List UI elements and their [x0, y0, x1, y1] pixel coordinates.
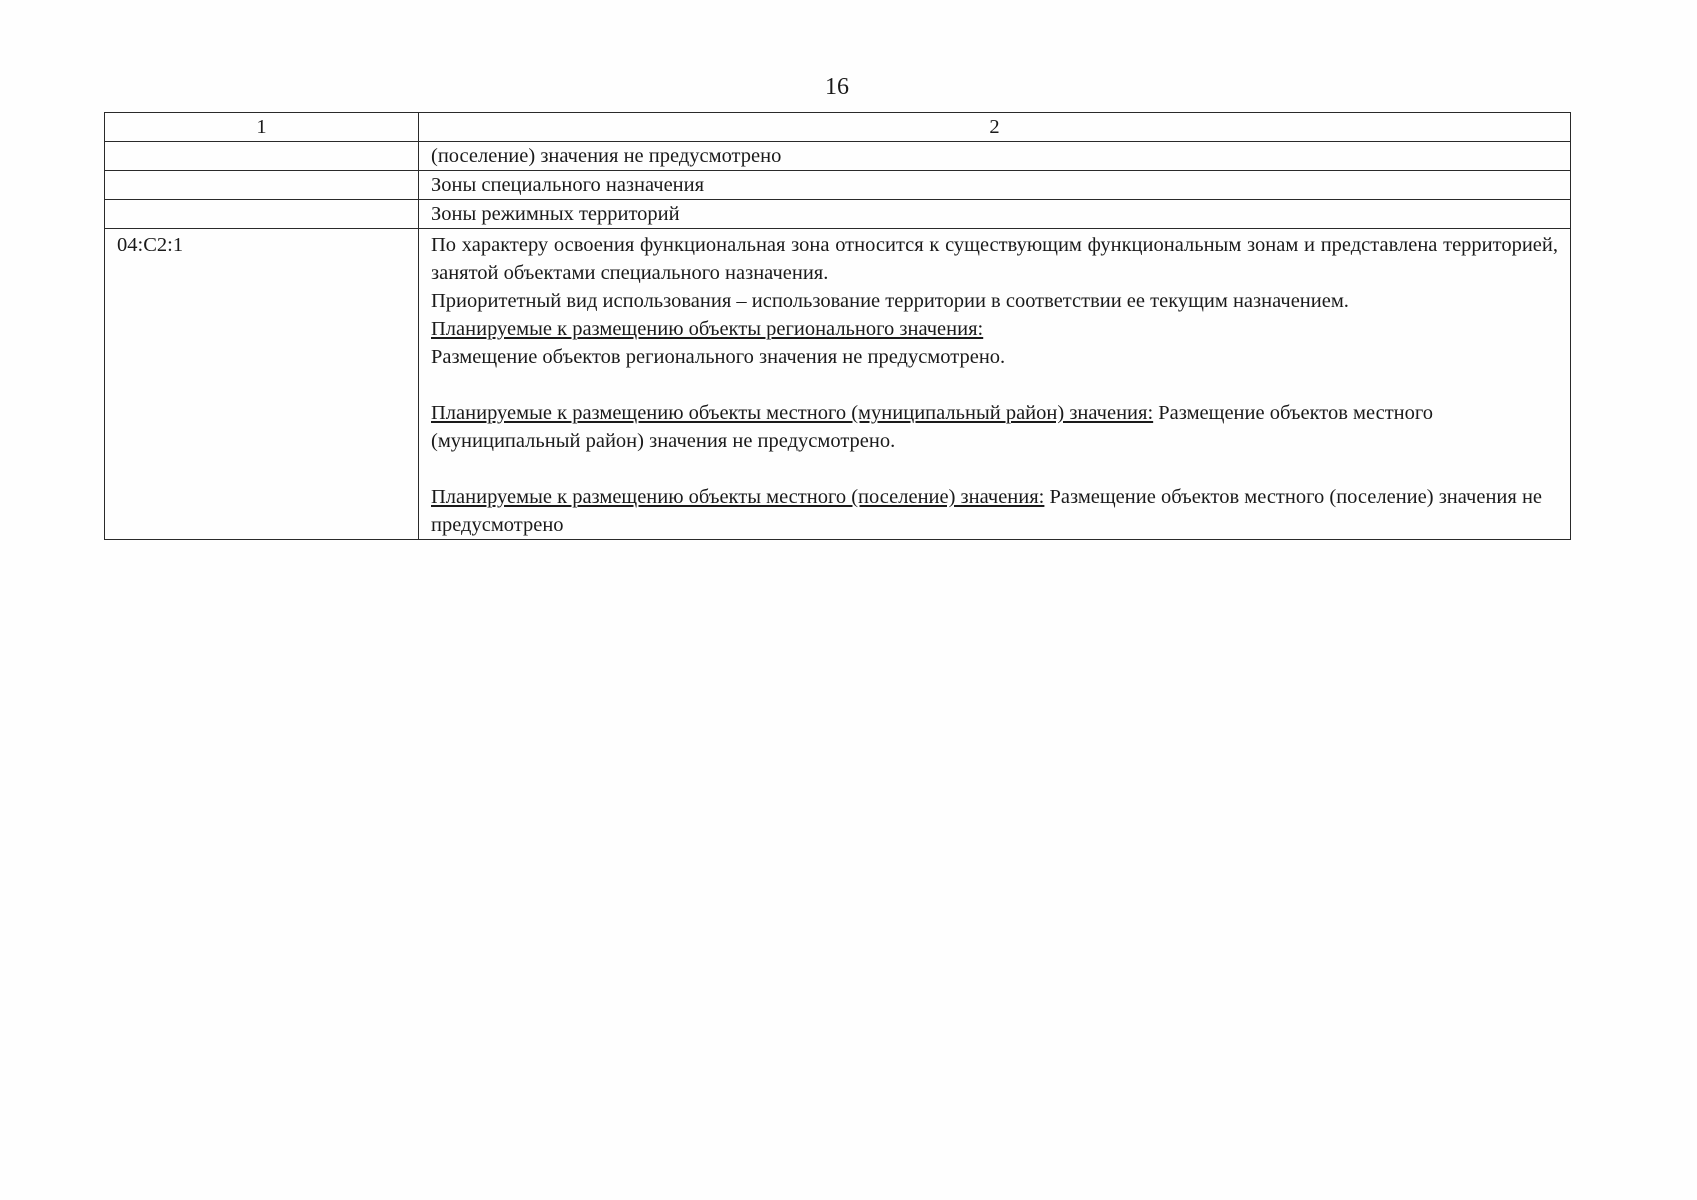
settlement-objects-text: Размещение объектов местного (поселение) значения не предусмотрено: [431, 486, 1543, 536]
zones-table: [104, 112, 1571, 540]
municipal-objects-heading: Планируемые к размещению объекты местного (муниципальный район) значения:: [431, 402, 1154, 424]
zone-code: 04:С2:1: [105, 229, 419, 540]
table-row: [105, 171, 1571, 200]
spacer: [431, 455, 1558, 483]
description-cell: Зоны специального назначения: [419, 171, 1571, 200]
municipal-objects-paragraph: [431, 399, 1558, 455]
column-header-1: 1: [105, 113, 419, 142]
table-row: [105, 200, 1571, 229]
zone-description: [419, 229, 1571, 540]
description-cell: (поселение) значения не предусмотрено: [419, 142, 1571, 171]
code-cell: [105, 142, 419, 171]
regional-objects-heading: Планируемые к размещению объекты регионального значения:: [431, 318, 984, 340]
settlement-objects-heading: Планируемые к размещению объекты местного (поселение) значения:: [431, 486, 1045, 508]
municipal-objects-text: Размещение объектов местного (муниципальный район) значения не предусмотрено.: [431, 402, 1434, 452]
code-cell: [105, 171, 419, 200]
code-cell: [105, 200, 419, 229]
column-header-2: 2: [419, 113, 1571, 142]
table-header-row: [105, 113, 1571, 142]
table-row: [105, 142, 1571, 171]
development-paragraph: По характеру освоения функциональная зона относится к существующим функциональным зонам и представлена территорией, занятой объектами специального назначения.: [431, 234, 1558, 284]
description-cell: Зоны режимных территорий: [419, 200, 1571, 229]
settlement-objects-paragraph: [431, 483, 1558, 539]
table-row-main: [105, 229, 1571, 540]
page-number: 16: [825, 74, 849, 100]
priority-use-paragraph: Приоритетный вид использования – использование территории в соответствии ее текущим назначением.: [431, 290, 1349, 312]
spacer: [431, 371, 1558, 399]
regional-objects-text: Размещение объектов регионального значения не предусмотрено.: [431, 346, 1006, 368]
